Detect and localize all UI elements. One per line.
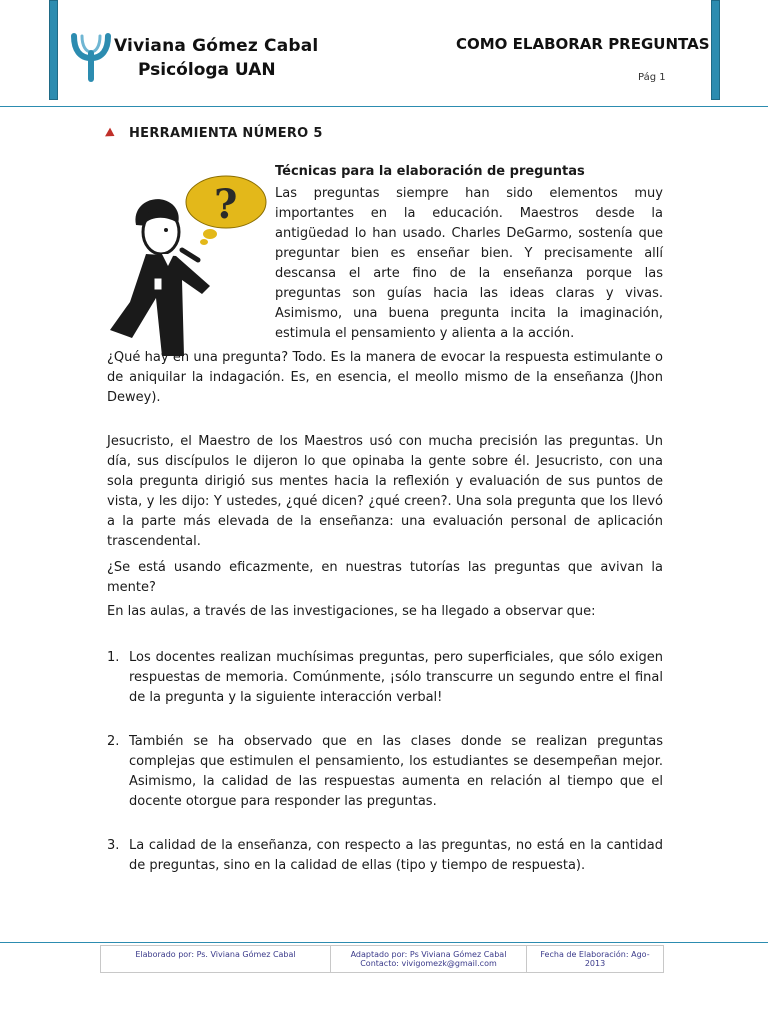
footer-date: Fecha de Elaboración: Ago-2013 (540, 950, 650, 968)
author-role: Psicóloga UAN (138, 60, 276, 80)
document-title: COMO ELABORAR PREGUNTAS (456, 35, 710, 53)
observations-intro: En las aulas, a través de las investigaciones, se ha llegado a observar que: (107, 604, 596, 619)
intro-block (275, 162, 663, 344)
list-text: La calidad de la enseñanza, con respecto a las preguntas, no está en la cantidad de preguntas, sino en la calidad de ellas (tipo y tiempo de respuesta). (129, 838, 663, 873)
right-header-bar (711, 0, 720, 100)
list-text: También se ha observado que en las clases donde se realizan preguntas complejas que estimulen el pensamiento, los estudiantes se desempeñan mejor. Asimismo, la calidad de las respuestas aumenta en relación al tiempo que el docente otorgue para responder las preguntas. (129, 734, 663, 809)
left-header-bar (49, 0, 58, 100)
footer-adapted (331, 946, 527, 972)
question-paragraph: ¿Se está usando eficazmente, en nuestras tutorías las preguntas que avivan la mente? (107, 560, 663, 595)
red-arrow-icon (105, 127, 117, 140)
footer-divider (0, 942, 768, 943)
footer-contact: Contacto: vivigomezk@gmail.com (360, 959, 497, 968)
header-divider (0, 106, 768, 107)
list-item (107, 732, 663, 812)
list-item (107, 648, 663, 708)
intro-text: Las preguntas siempre han sido elementos muy importantes en la educación. Maestros desde la antigüedad lo han usado. Charles DeGarmo, sostenía que preguntar bien es enseñar bien. Y precisamente allí descansa el arte fino de la enseñanza porque las preguntas son guías hacia las ideas claras y vivas. Asimismo, una buena pregunta incita la imaginación, estimula el pensamiento y alienta a la acción. (275, 186, 663, 341)
list-text: Los docentes realizan muchísimas preguntas, pero superficiales, que sólo exigen respuestas de memoria. Comúnmente, ¡sólo transcurre un segundo entre el final de la pregunta y la siguiente interacción verbal! (129, 650, 663, 705)
footer-table (100, 945, 664, 973)
list-number: 2. (107, 734, 120, 749)
author-name: Viviana Gómez Cabal (114, 36, 319, 56)
psi-logo-icon (70, 32, 112, 84)
list-item (107, 836, 663, 876)
footer-adapted-by: Adaptado por: Ps Viviana Gómez Cabal (350, 950, 507, 959)
svg-text:?: ? (214, 181, 238, 228)
thinking-person-illustration (106, 170, 272, 356)
list-number: 1. (107, 650, 120, 665)
list-number: 3. (107, 838, 120, 853)
footer-author: Elaborado por: Ps. Viviana Gómez Cabal (101, 946, 331, 972)
jesus-paragraph: Jesucristo, el Maestro de los Maestros usó con mucha precisión las preguntas. Un día, sus discípulos le dijeron lo que opinaba la gente sobre él. Jesucristo, con una sola pregunta dirigió sus mentes hacia la reflexión y evaluación de sus puntos de vista, y les dijo: Y ustedes, ¿qué dicen? ¿qué creen?. Una sola pregunta que los llevó a la parte más elevada de la enseñanza: una evaluación personal de aplicación trascendental. (107, 434, 663, 549)
section-heading (107, 126, 323, 141)
intro-subtitle: Técnicas para la elaboración de preguntas (275, 164, 585, 179)
section-title: HERRAMIENTA NÚMERO 5 (129, 126, 323, 141)
page-number: Pág 1 (638, 72, 666, 83)
dewey-paragraph: ¿Qué hay en una pregunta? Todo. Es la manera de evocar la respuesta estimulante o de aniquilar la indagación. Es, en esencia, el meollo mismo de la enseñanza (Jhon Dewey). (107, 350, 663, 405)
